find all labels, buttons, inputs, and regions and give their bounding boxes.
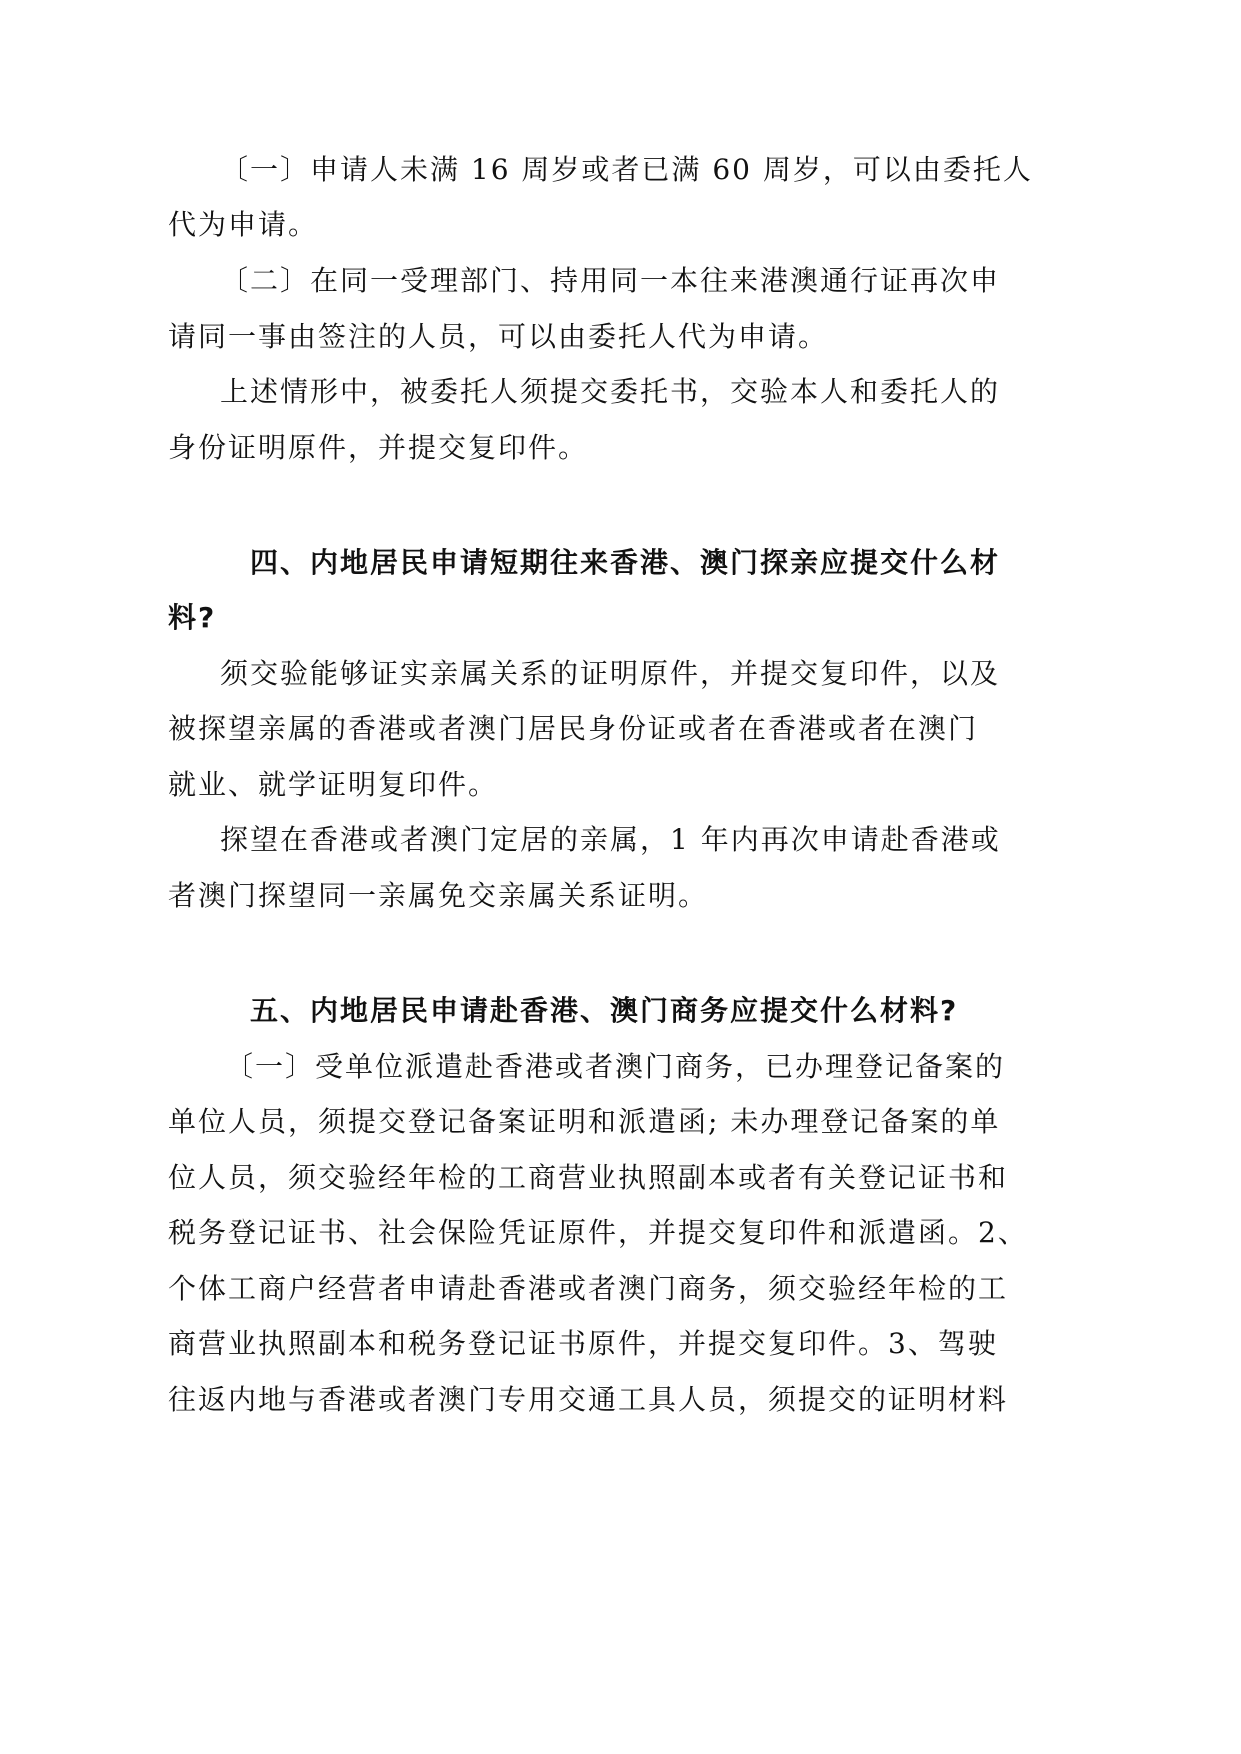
note-line-1: 上述情形中，被委托人须提交委托书，交验本人和委托人的 <box>220 375 1001 408</box>
section-four-paragraph-one-line-3: 就业、就学证明复印件。 <box>168 768 499 801</box>
section-five-paragraph-line-4: 税务登记证书、社会保险凭证原件，并提交复印件和派遣函。2、 <box>168 1216 1028 1249</box>
section-four-heading-line-1: 四、内地居民申请短期往来香港、澳门探亲应提交什么材 <box>250 546 1001 579</box>
section-four-heading-line-2: 料? <box>168 601 217 634</box>
note-line-2: 身份证明原件，并提交复印件。 <box>168 431 589 464</box>
section-four-paragraph-one-line-1: 须交验能够证实亲属关系的证明原件，并提交复印件，以及 <box>220 657 1001 690</box>
section-five-paragraph-line-5: 个体工商户经营者申请赴香港或者澳门商务，须交验经年检的工 <box>168 1272 1009 1305</box>
section-five-paragraph-line-1: 〔一〕受单位派遣赴香港或者澳门商务，已办理登记备案的 <box>225 1050 1006 1083</box>
section-five-heading: 五、内地居民申请赴香港、澳门商务应提交什么材料? <box>250 994 959 1027</box>
section-five-paragraph-line-7: 往返内地与香港或者澳门专用交通工具人员，须提交的证明材料 <box>168 1383 1009 1416</box>
item-one-line-1: 〔一〕申请人未满 16 周岁或者已满 60 周岁，可以由委托人 <box>220 153 1033 186</box>
section-five-paragraph-line-6: 商营业执照副本和税务登记证书原件，并提交复印件。3、驾驶 <box>168 1327 998 1360</box>
section-five-paragraph-line-2: 单位人员，须提交登记备案证明和派遣函; 未办理登记备案的单 <box>168 1105 1001 1138</box>
section-five-paragraph-line-3: 位人员，须交验经年检的工商营业执照副本或者有关登记证书和 <box>168 1161 1009 1194</box>
item-one-line-2: 代为申请。 <box>168 208 319 241</box>
item-two-line-2: 请同一事由签注的人员，可以由委托人代为申请。 <box>168 320 829 353</box>
item-two-line-1: 〔二〕在同一受理部门、持用同一本往来港澳通行证再次申 <box>220 264 1001 297</box>
section-four-paragraph-one-line-2: 被探望亲属的香港或者澳门居民身份证或者在香港或者在澳门 <box>168 712 979 745</box>
section-four-paragraph-two-line-2: 者澳门探望同一亲属免交亲属关系证明。 <box>168 879 709 912</box>
section-four-paragraph-two-line-1: 探望在香港或者澳门定居的亲属，1 年内再次申请赴香港或 <box>220 823 1001 856</box>
